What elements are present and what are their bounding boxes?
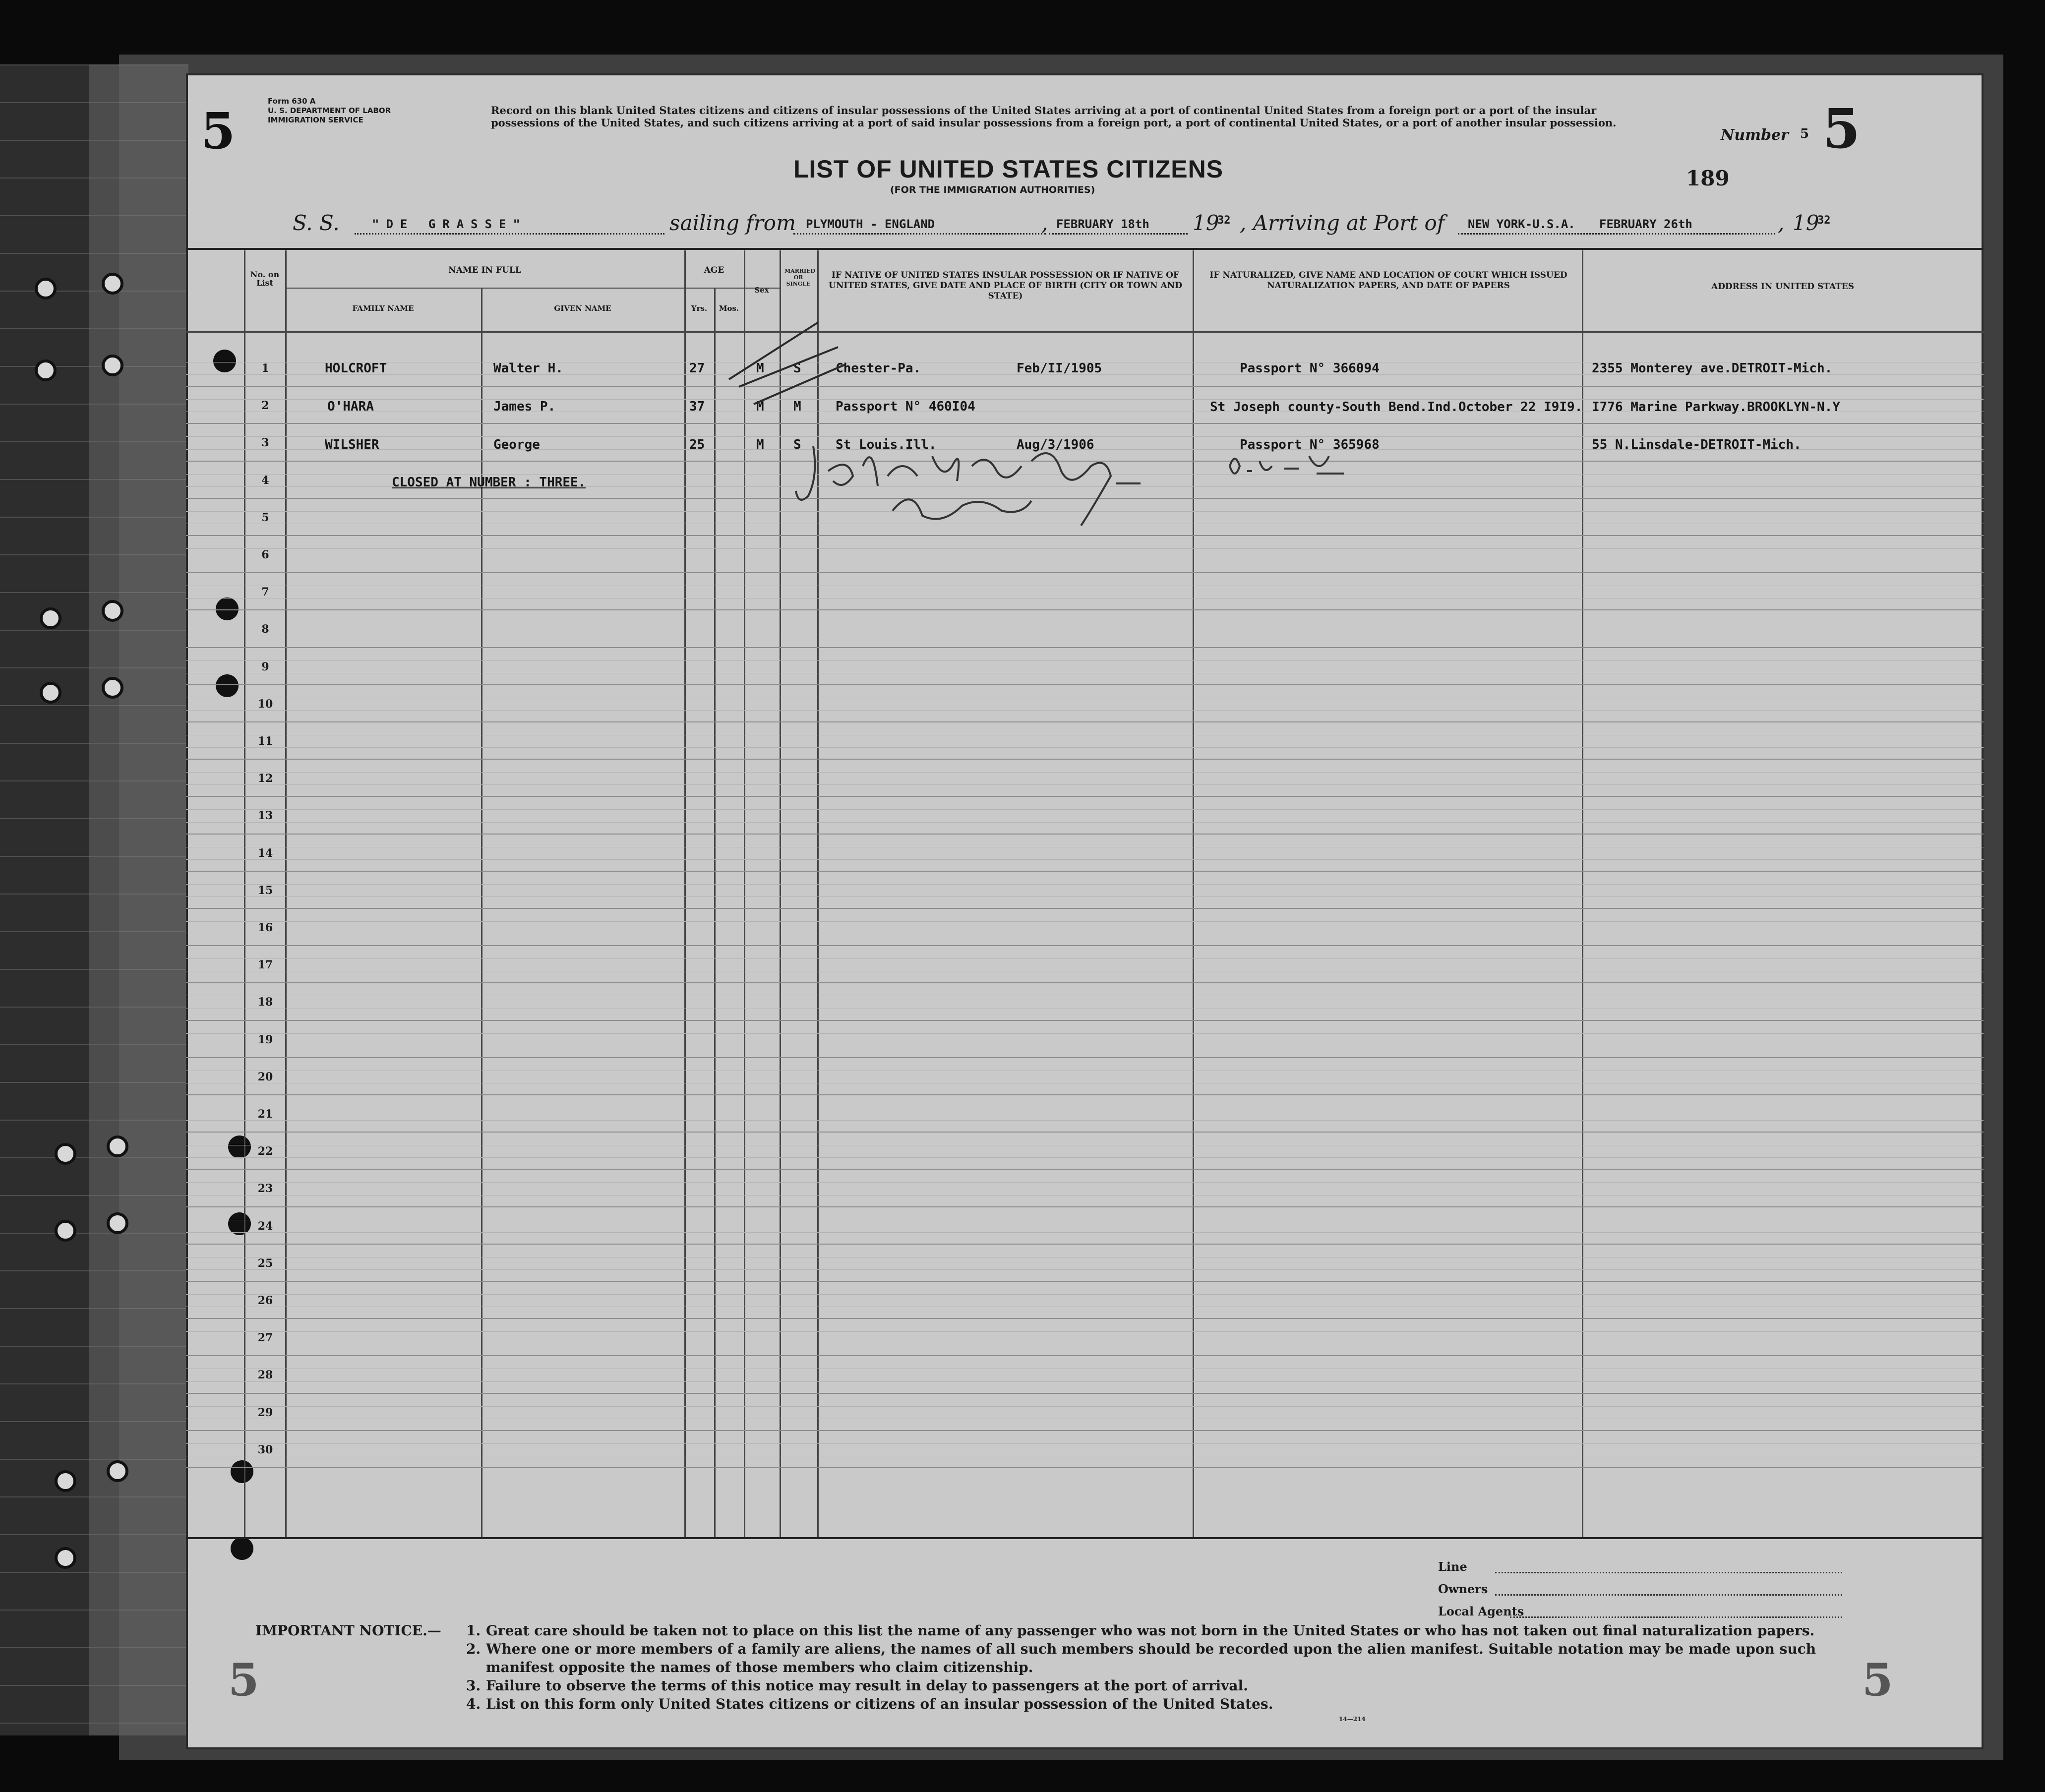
naturalization-info: Passport N° 366094 (1240, 361, 1380, 376)
row-number: 15 (257, 884, 273, 897)
row-number: 26 (257, 1294, 273, 1307)
arrival-port: NEW YORK-U.S.A. (1468, 217, 1575, 231)
header-naturalization: IF NATURALIZED, GIVE NAME AND LOCATION OF COURT WHICH ISSUED NATURALIZATION PAPERS, AND DATE OF PAPERS (1209, 270, 1567, 291)
column-divider (714, 289, 716, 1537)
row-subrule (186, 1331, 1984, 1332)
notice-item (466, 1621, 1865, 1640)
marital-status: S (793, 437, 801, 452)
row-number: 14 (257, 846, 273, 860)
binder-hole (107, 1135, 128, 1157)
row-number: 29 (257, 1406, 273, 1419)
arrival-year-suffix: 32 (1817, 214, 1831, 227)
binder-hole (102, 273, 123, 295)
binder-hole (102, 677, 123, 699)
binder-hole (102, 600, 123, 622)
row-rule (186, 945, 1984, 946)
manifest-page (186, 73, 1984, 1749)
local-agents-label: Local Agents (1438, 1604, 1524, 1618)
inspector-signature (793, 436, 1190, 550)
naturalization-info: Passport N° 365968 (1240, 437, 1380, 452)
number-label: Number (1721, 126, 1789, 144)
row-subrule (186, 1120, 1984, 1121)
punch-hole (228, 1135, 251, 1158)
binder-hole (35, 359, 57, 381)
ss-label: S. S. (293, 211, 340, 235)
row-subrule (186, 896, 1984, 897)
row-number: 5 (261, 511, 269, 524)
header-family-name: FAMILY NAME (352, 304, 414, 313)
page-number: 189 (1686, 166, 1730, 190)
row-number: 27 (257, 1331, 273, 1345)
row-number: 20 (257, 1070, 273, 1083)
departure-port-line (793, 233, 1046, 235)
row-rule (186, 1020, 1984, 1021)
notice-item-text: Where one or more members of a family are aliens, the names of all such members should be recorded upon the alien manifest. Suitable notation may be made upon such manifest opposite the names of those members who claim citizenship. (486, 1641, 1816, 1675)
notice-item-number: 4. (466, 1696, 481, 1712)
row-subrule (186, 884, 1984, 885)
notice-lead: IMPORTANT NOTICE.— (255, 1622, 441, 1639)
header-bottom-border (186, 331, 1984, 333)
row-rule (186, 423, 1984, 424)
arrival-date: FEBRUARY 26th (1599, 217, 1692, 231)
binder-hole (35, 278, 57, 299)
table-bottom-border (186, 1537, 1984, 1539)
birth-place: Chester-Pa. (836, 361, 921, 376)
comma: , (1778, 211, 1785, 235)
row-number: 1 (261, 362, 269, 375)
row-number: 12 (257, 772, 273, 785)
binder-hole (55, 1143, 76, 1165)
sex: M (756, 437, 764, 452)
notice-item-text: Great care should be taken not to place on this list the name of any passenger who was not born in the United States or who has not taken out final naturalization papers. (486, 1622, 1815, 1639)
header-years: Yrs. (691, 304, 708, 313)
row-number: 2 (261, 399, 269, 413)
given-name: James P. (493, 399, 556, 414)
punch-hole (216, 597, 239, 620)
row-subrule (186, 747, 1984, 748)
header-birth: IF NATIVE OF UNITED STATES INSULAR POSSESSION OR IF NATIVE OF UNITED STATES, GIVE DATE AND PLACE OF BIRTH (CITY OR TOWN AND STATE) (829, 270, 1182, 301)
age-years: 27 (689, 361, 705, 376)
row-subrule (186, 710, 1984, 711)
notice-item-number: 2. (466, 1641, 481, 1657)
row-rule (186, 834, 1984, 835)
row-subrule (186, 859, 1984, 860)
ship-name: "DE GRASSE" (372, 217, 527, 231)
row-subrule (186, 921, 1984, 922)
row-rule (186, 908, 1984, 909)
page-subtitle: (FOR THE IMMIGRATION AUTHORITIES) (890, 184, 1095, 195)
given-name: George (493, 437, 540, 452)
row-subrule (186, 1381, 1984, 1382)
row-subrule (186, 784, 1984, 785)
departure-port: PLYMOUTH - ENGLAND (806, 217, 935, 231)
row-number: 18 (257, 996, 273, 1009)
birth-place: Passport N° 460I04 (836, 399, 975, 414)
header-sex: Sex (754, 286, 769, 295)
notice-items (466, 1621, 1865, 1713)
departure-year-suffix: 32 (1217, 214, 1231, 227)
row-number: 10 (257, 697, 273, 711)
row-rule (186, 1094, 1984, 1095)
us-address: I776 Marine Parkway.BROOKLYN-N.Y (1592, 400, 1840, 415)
sex: M (756, 361, 764, 376)
row-rule (186, 1355, 1984, 1356)
comma: , (1041, 211, 1048, 235)
row-subrule (186, 1232, 1984, 1233)
row-number: 4 (261, 474, 269, 487)
row-subrule (186, 660, 1984, 661)
row-number: 30 (257, 1443, 273, 1456)
row-number: 22 (257, 1145, 273, 1158)
binder-hole (55, 1220, 76, 1242)
binder-hole (55, 1470, 76, 1492)
departure-year-prefix: 19 (1193, 211, 1219, 235)
notice-item (466, 1640, 1865, 1676)
binder-hole (102, 355, 123, 376)
margin-strip-inner (89, 64, 188, 1735)
line-label: Line (1438, 1559, 1467, 1574)
row-number: 28 (257, 1369, 273, 1382)
row-rule (186, 1244, 1984, 1245)
row-subrule (186, 958, 1984, 959)
row-subrule (186, 1182, 1984, 1183)
row-number: 6 (261, 548, 269, 561)
diagonal-check-marks (724, 317, 853, 451)
punch-hole (213, 350, 236, 372)
row-number: 21 (257, 1108, 273, 1121)
form-instructions: Record on this blank United States citizens and citizens of insular possessions of the United States arriving at a port of continental United States from a foreign port or a port of the insular possessions of the United States, and such citizens arriving at a port of said insular possessions from a foreign port, a port of continental United States, or a port of another insular possession. (491, 104, 1617, 129)
row-number: 8 (261, 623, 269, 636)
row-rule (186, 871, 1984, 872)
row-subrule (186, 1269, 1984, 1270)
row-number: 17 (257, 958, 273, 972)
corner-stamp-number: 5 (201, 102, 236, 160)
handwritten-annotation (1225, 446, 1354, 486)
row-number: 19 (257, 1033, 273, 1046)
row-subrule (186, 772, 1984, 773)
table-top-border (186, 248, 1984, 250)
punch-hole (231, 1460, 253, 1483)
sex: M (756, 399, 764, 414)
arrival-line (1458, 233, 1775, 235)
binder-hole (107, 1212, 128, 1234)
local-agents-field (1510, 1616, 1842, 1618)
row-rule (186, 572, 1984, 573)
row-rule (186, 1467, 1984, 1468)
arrival-year-prefix: 19 (1793, 211, 1819, 235)
row-rule (186, 1318, 1984, 1319)
binder-hole (55, 1547, 76, 1569)
family-name: O'HARA (327, 399, 374, 414)
departure-date: FEBRUARY 18th (1056, 217, 1149, 231)
marital-status: S (793, 361, 801, 376)
row-rule (186, 386, 1984, 387)
owners-field (1495, 1594, 1842, 1596)
row-rule (186, 609, 1984, 610)
row-rule (186, 796, 1984, 797)
corner-stamp-number: 5 (1862, 1654, 1893, 1706)
row-rule (186, 1393, 1984, 1394)
row-number: 25 (257, 1256, 273, 1270)
binder-hole (107, 1460, 128, 1482)
row-number: 9 (261, 660, 269, 673)
header-months: Mos. (719, 304, 739, 313)
birth-date: Feb/II/1905 (1017, 361, 1102, 376)
row-rule (186, 1281, 1984, 1282)
row-rule (186, 1169, 1984, 1170)
binder-hole (40, 682, 61, 704)
notice-item-text: List on this form only United States citizens or citizens of an insular possession of the United States. (486, 1696, 1273, 1712)
notice-item-number: 1. (466, 1622, 481, 1639)
form-number: Form 630 A (268, 97, 316, 106)
row-number: 24 (257, 1219, 273, 1233)
birth-place: St Louis.Ill. (836, 437, 937, 452)
binder-hole (40, 607, 61, 629)
row-subrule (186, 1157, 1984, 1158)
arriving-label-text: Arriving at Port of (1253, 211, 1445, 235)
row-subrule (186, 1443, 1984, 1444)
age-years: 25 (689, 437, 705, 452)
row-rule (186, 1132, 1984, 1133)
row-subrule (186, 1294, 1984, 1295)
row-rule (186, 1057, 1984, 1058)
header-given-name: GIVEN NAME (554, 304, 611, 313)
row-number: 13 (257, 809, 273, 823)
page-title: LIST OF UNITED STATES CITIZENS (793, 155, 1224, 183)
service-name: IMMIGRATION SERVICE (268, 116, 363, 124)
department-name: U. S. DEPARTMENT OF LABOR (268, 106, 391, 115)
row-number: 11 (257, 735, 273, 748)
header-married-or-single: MARRIED OR SINGLE (784, 268, 816, 287)
age-years: 37 (689, 399, 705, 414)
row-subrule (186, 822, 1984, 823)
arriving-label: , Arriving at Port of (1240, 211, 1445, 235)
notice-item-number: 3. (466, 1677, 481, 1694)
sailing-label: sailing from (669, 211, 796, 235)
line-field (1495, 1572, 1842, 1573)
row-rule (186, 721, 1984, 722)
number-value-small: 5 (1800, 126, 1809, 141)
notice-item (466, 1676, 1865, 1695)
row-subrule (186, 1033, 1984, 1034)
closed-at-note: CLOSED AT NUMBER : THREE. (392, 475, 586, 490)
us-address: 2355 Monterey ave.DETROIT-Mich. (1592, 361, 1833, 376)
row-rule (186, 982, 1984, 983)
family-name: HOLCROFT (325, 361, 387, 376)
departure-date-line (1049, 233, 1188, 235)
header-address: ADDRESS IN UNITED STATES (1711, 282, 1854, 292)
header-no-on-list: No. on List (250, 270, 280, 288)
notice-item (466, 1695, 1865, 1713)
header-age: AGE (704, 265, 724, 275)
row-rule (186, 1206, 1984, 1207)
punch-hole (231, 1537, 253, 1560)
family-name: WILSHER (325, 437, 379, 452)
ship-name-line (355, 233, 664, 235)
number-value-big: 5 (1822, 97, 1861, 161)
given-name: Walter H. (493, 361, 563, 376)
owners-label: Owners (1438, 1582, 1488, 1596)
row-rule (186, 1430, 1984, 1431)
notice-item-text: Failure to observe the terms of this notice may result in delay to passengers at the port of arrival. (486, 1677, 1248, 1694)
row-subrule (186, 1406, 1984, 1407)
form-identification (268, 97, 391, 125)
row-rule (186, 684, 1984, 685)
row-rule (186, 647, 1984, 648)
row-number: 7 (261, 586, 269, 599)
punch-hole (216, 674, 239, 697)
row-rule (186, 759, 1984, 760)
row-subrule (186, 809, 1984, 810)
us-address: 55 N.Linsdale-DETROIT-Mich. (1592, 437, 1802, 452)
birth-date: Aug/3/1906 (1017, 437, 1094, 452)
print-code: 14—214 (1339, 1716, 1366, 1723)
marital-status: M (793, 399, 801, 414)
row-number: 23 (257, 1182, 273, 1195)
row-number: 3 (261, 436, 269, 450)
row-number: 16 (257, 921, 273, 934)
naturalization-info: St Joseph county-South Bend.Ind.October 22 I9I9. (1210, 400, 1583, 415)
corner-stamp-number: 5 (228, 1654, 259, 1706)
header-name-in-full: NAME IN FULL (448, 265, 521, 275)
